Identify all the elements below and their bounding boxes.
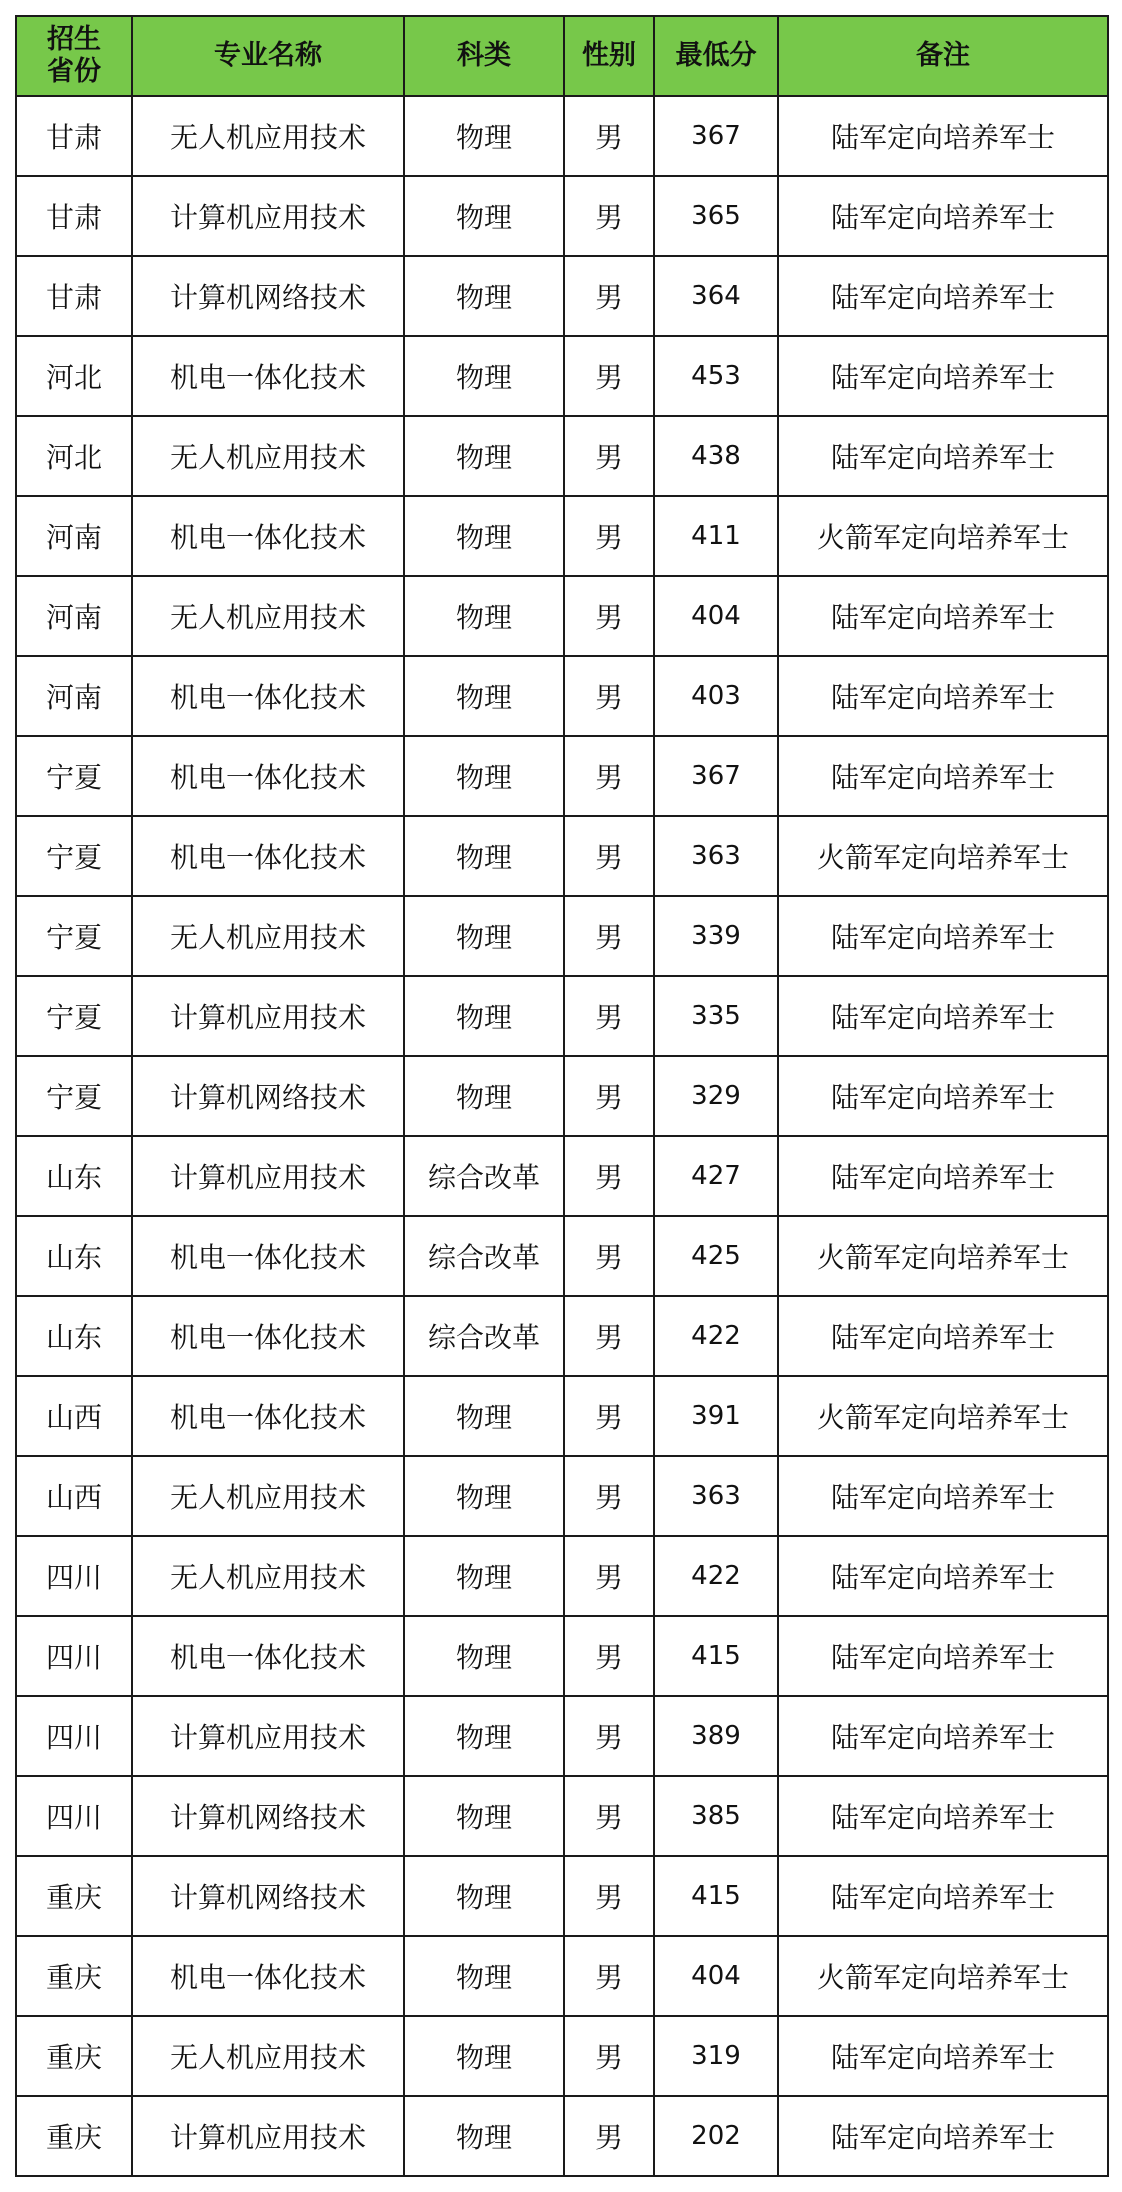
remark-cell: 陆军定向培养军士: [778, 656, 1108, 736]
remark-cell: 陆军定向培养军士: [778, 1296, 1108, 1376]
province-cell: 重庆: [16, 2096, 132, 2176]
category-cell: 物理: [404, 976, 564, 1056]
category-cell: 物理: [404, 2096, 564, 2176]
min-score-cell: 453: [654, 336, 778, 416]
gender-cell: 男: [564, 976, 654, 1056]
province-cell: 甘肃: [16, 176, 132, 256]
category-cell: 物理: [404, 656, 564, 736]
table-row: [16, 656, 1108, 736]
header-province-line2: 省份: [47, 56, 101, 87]
category-cell: 综合改革: [404, 1296, 564, 1376]
category-cell: 物理: [404, 256, 564, 336]
gender-cell: 男: [564, 1936, 654, 2016]
min-score-cell: 365: [654, 176, 778, 256]
category-cell: 物理: [404, 1696, 564, 1776]
min-score-cell: 404: [654, 576, 778, 656]
gender-cell: 男: [564, 2016, 654, 2096]
major-cell: 无人机应用技术: [132, 576, 404, 656]
major-cell: 计算机应用技术: [132, 1696, 404, 1776]
category-cell: 物理: [404, 1456, 564, 1536]
province-cell: 宁夏: [16, 1056, 132, 1136]
province-cell: 重庆: [16, 1936, 132, 2016]
category-cell: 物理: [404, 176, 564, 256]
remark-cell: 陆军定向培养军士: [778, 2016, 1108, 2096]
category-cell: 物理: [404, 736, 564, 816]
major-cell: 计算机应用技术: [132, 2096, 404, 2176]
gender-cell: 男: [564, 496, 654, 576]
remark-cell: 陆军定向培养军士: [778, 1136, 1108, 1216]
table-header: [16, 16, 1108, 96]
major-cell: 计算机网络技术: [132, 1056, 404, 1136]
header-row: [16, 16, 1108, 96]
remark-cell: 火箭军定向培养军士: [778, 1216, 1108, 1296]
remark-cell: 火箭军定向培养军士: [778, 1376, 1108, 1456]
min-score-cell: 438: [654, 416, 778, 496]
gender-cell: 男: [564, 1056, 654, 1136]
table-row: [16, 1856, 1108, 1936]
remark-cell: 陆军定向培养军士: [778, 96, 1108, 176]
major-cell: 机电一体化技术: [132, 336, 404, 416]
header-major: 专业名称: [132, 16, 404, 96]
table-row: [16, 1776, 1108, 1856]
province-cell: 河南: [16, 656, 132, 736]
admission-score-table: [15, 15, 1109, 2177]
remark-cell: 陆军定向培养军士: [778, 1696, 1108, 1776]
gender-cell: 男: [564, 176, 654, 256]
major-cell: 机电一体化技术: [132, 736, 404, 816]
province-cell: 甘肃: [16, 96, 132, 176]
header-province-line1: 招生: [47, 24, 101, 55]
table-row: [16, 1296, 1108, 1376]
table-row: [16, 496, 1108, 576]
remark-cell: 陆军定向培养军士: [778, 576, 1108, 656]
min-score-cell: 319: [654, 2016, 778, 2096]
header-remark: 备注: [778, 16, 1108, 96]
table-row: [16, 1456, 1108, 1536]
table-row: [16, 816, 1108, 896]
category-cell: 物理: [404, 1056, 564, 1136]
province-cell: 四川: [16, 1536, 132, 1616]
category-cell: 综合改革: [404, 1136, 564, 1216]
gender-cell: 男: [564, 1616, 654, 1696]
gender-cell: 男: [564, 1216, 654, 1296]
gender-cell: 男: [564, 2096, 654, 2176]
remark-cell: 陆军定向培养军士: [778, 176, 1108, 256]
remark-cell: 陆军定向培养军士: [778, 336, 1108, 416]
major-cell: 无人机应用技术: [132, 1536, 404, 1616]
major-cell: 无人机应用技术: [132, 1456, 404, 1536]
gender-cell: 男: [564, 816, 654, 896]
category-cell: 物理: [404, 1376, 564, 1456]
category-cell: 物理: [404, 1616, 564, 1696]
major-cell: 无人机应用技术: [132, 2016, 404, 2096]
min-score-cell: 415: [654, 1616, 778, 1696]
admission-score-table-container: [15, 15, 1107, 2176]
major-cell: 机电一体化技术: [132, 816, 404, 896]
table-row: [16, 1376, 1108, 1456]
header-gender: 性别: [564, 16, 654, 96]
major-cell: 机电一体化技术: [132, 1936, 404, 2016]
major-cell: 计算机网络技术: [132, 1776, 404, 1856]
min-score-cell: 363: [654, 816, 778, 896]
header-category: 科类: [404, 16, 564, 96]
gender-cell: 男: [564, 1136, 654, 1216]
province-cell: 河南: [16, 576, 132, 656]
major-cell: 计算机应用技术: [132, 1136, 404, 1216]
min-score-cell: 339: [654, 896, 778, 976]
table-row: [16, 1136, 1108, 1216]
table-row: [16, 1616, 1108, 1696]
province-cell: 四川: [16, 1696, 132, 1776]
remark-cell: 陆军定向培养军士: [778, 416, 1108, 496]
table-row: [16, 736, 1108, 816]
table-row: [16, 2096, 1108, 2176]
category-cell: 物理: [404, 1856, 564, 1936]
header-min-score: 最低分: [654, 16, 778, 96]
category-cell: 物理: [404, 816, 564, 896]
major-cell: 无人机应用技术: [132, 416, 404, 496]
major-cell: 机电一体化技术: [132, 1376, 404, 1456]
province-cell: 山东: [16, 1296, 132, 1376]
table-row: [16, 576, 1108, 656]
header-province: [16, 16, 132, 96]
min-score-cell: 385: [654, 1776, 778, 1856]
min-score-cell: 422: [654, 1536, 778, 1616]
table-row: [16, 1056, 1108, 1136]
remark-cell: 陆军定向培养军士: [778, 1056, 1108, 1136]
gender-cell: 男: [564, 1776, 654, 1856]
gender-cell: 男: [564, 1536, 654, 1616]
remark-cell: 陆军定向培养军士: [778, 1776, 1108, 1856]
province-cell: 山西: [16, 1376, 132, 1456]
category-cell: 物理: [404, 576, 564, 656]
min-score-cell: 389: [654, 1696, 778, 1776]
major-cell: 机电一体化技术: [132, 496, 404, 576]
table-row: [16, 1696, 1108, 1776]
gender-cell: 男: [564, 576, 654, 656]
category-cell: 物理: [404, 96, 564, 176]
province-cell: 山西: [16, 1456, 132, 1536]
table-row: [16, 96, 1108, 176]
min-score-cell: 367: [654, 96, 778, 176]
major-cell: 机电一体化技术: [132, 1296, 404, 1376]
min-score-cell: 425: [654, 1216, 778, 1296]
remark-cell: 陆军定向培养军士: [778, 976, 1108, 1056]
min-score-cell: 403: [654, 656, 778, 736]
min-score-cell: 329: [654, 1056, 778, 1136]
table-row: [16, 176, 1108, 256]
gender-cell: 男: [564, 736, 654, 816]
gender-cell: 男: [564, 1856, 654, 1936]
table-row: [16, 336, 1108, 416]
table-row: [16, 256, 1108, 336]
category-cell: 物理: [404, 336, 564, 416]
gender-cell: 男: [564, 96, 654, 176]
category-cell: 物理: [404, 2016, 564, 2096]
province-cell: 重庆: [16, 1856, 132, 1936]
remark-cell: 陆军定向培养军士: [778, 256, 1108, 336]
table-row: [16, 2016, 1108, 2096]
table-row: [16, 1216, 1108, 1296]
province-cell: 宁夏: [16, 816, 132, 896]
remark-cell: 陆军定向培养军士: [778, 1856, 1108, 1936]
gender-cell: 男: [564, 336, 654, 416]
major-cell: 无人机应用技术: [132, 96, 404, 176]
province-cell: 山东: [16, 1216, 132, 1296]
remark-cell: 火箭军定向培养军士: [778, 496, 1108, 576]
category-cell: 物理: [404, 1936, 564, 2016]
min-score-cell: 363: [654, 1456, 778, 1536]
min-score-cell: 364: [654, 256, 778, 336]
gender-cell: 男: [564, 896, 654, 976]
min-score-cell: 422: [654, 1296, 778, 1376]
gender-cell: 男: [564, 416, 654, 496]
province-cell: 河南: [16, 496, 132, 576]
remark-cell: 陆军定向培养军士: [778, 1536, 1108, 1616]
gender-cell: 男: [564, 1696, 654, 1776]
category-cell: 物理: [404, 1776, 564, 1856]
major-cell: 计算机网络技术: [132, 256, 404, 336]
category-cell: 物理: [404, 896, 564, 976]
category-cell: 物理: [404, 416, 564, 496]
gender-cell: 男: [564, 656, 654, 736]
major-cell: 无人机应用技术: [132, 896, 404, 976]
province-cell: 宁夏: [16, 976, 132, 1056]
remark-cell: 火箭军定向培养军士: [778, 816, 1108, 896]
province-cell: 河北: [16, 416, 132, 496]
province-cell: 四川: [16, 1776, 132, 1856]
remark-cell: 陆军定向培养军士: [778, 1616, 1108, 1696]
min-score-cell: 202: [654, 2096, 778, 2176]
min-score-cell: 367: [654, 736, 778, 816]
major-cell: 机电一体化技术: [132, 1616, 404, 1696]
province-cell: 重庆: [16, 2016, 132, 2096]
remark-cell: 陆军定向培养军士: [778, 2096, 1108, 2176]
min-score-cell: 427: [654, 1136, 778, 1216]
province-cell: 山东: [16, 1136, 132, 1216]
table-row: [16, 1936, 1108, 2016]
table-body: [16, 96, 1108, 2176]
province-cell: 宁夏: [16, 896, 132, 976]
province-cell: 甘肃: [16, 256, 132, 336]
category-cell: 综合改革: [404, 1216, 564, 1296]
major-cell: 计算机应用技术: [132, 976, 404, 1056]
min-score-cell: 415: [654, 1856, 778, 1936]
min-score-cell: 404: [654, 1936, 778, 2016]
table-row: [16, 416, 1108, 496]
gender-cell: 男: [564, 1376, 654, 1456]
remark-cell: 陆军定向培养军士: [778, 736, 1108, 816]
remark-cell: 陆军定向培养军士: [778, 896, 1108, 976]
table-row: [16, 896, 1108, 976]
gender-cell: 男: [564, 256, 654, 336]
gender-cell: 男: [564, 1296, 654, 1376]
remark-cell: 火箭军定向培养军士: [778, 1936, 1108, 2016]
category-cell: 物理: [404, 496, 564, 576]
table-row: [16, 1536, 1108, 1616]
major-cell: 机电一体化技术: [132, 1216, 404, 1296]
min-score-cell: 411: [654, 496, 778, 576]
min-score-cell: 335: [654, 976, 778, 1056]
category-cell: 物理: [404, 1536, 564, 1616]
gender-cell: 男: [564, 1456, 654, 1536]
province-cell: 宁夏: [16, 736, 132, 816]
province-cell: 四川: [16, 1616, 132, 1696]
major-cell: 计算机网络技术: [132, 1856, 404, 1936]
remark-cell: 陆军定向培养军士: [778, 1456, 1108, 1536]
province-cell: 河北: [16, 336, 132, 416]
min-score-cell: 391: [654, 1376, 778, 1456]
major-cell: 机电一体化技术: [132, 656, 404, 736]
table-row: [16, 976, 1108, 1056]
major-cell: 计算机应用技术: [132, 176, 404, 256]
